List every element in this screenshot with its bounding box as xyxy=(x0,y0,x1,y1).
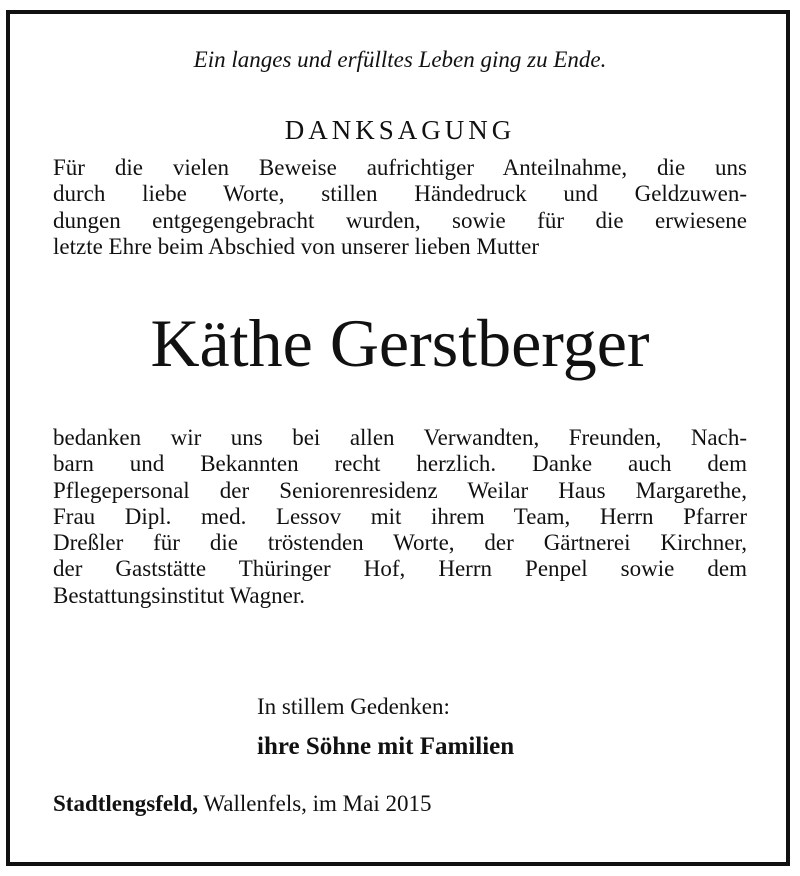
motto: Ein langes und erfülltes Leben ging zu Ende. xyxy=(193,47,607,72)
place-date-rest: Wallenfels, im Mai 2015 xyxy=(198,791,432,816)
deceased-name: Käthe Gerstberger xyxy=(150,305,650,381)
text-line: Für die vielen Beweise aufrichtiger Anteilnahme, die uns xyxy=(53,155,747,180)
text-line: Dreßler für die tröstenden Worte, der Gärtnerei Kirchner, xyxy=(53,530,747,556)
signatories: ihre Söhne mit Familien xyxy=(257,733,515,760)
thanks-paragraph-main xyxy=(53,425,747,609)
text-line: Frau Dipl. med. Lessov mit ihrem Team, Herrn Pfarrer xyxy=(53,503,747,529)
text-line: der Gaststätte Thüringer Hof, Herrn Penpel sowie dem xyxy=(53,556,747,582)
text-line: dungen entgegengebracht wurden, sowie für die erwiesene xyxy=(53,207,747,233)
text-line: Bestattungsinstitut Wagner. xyxy=(53,582,305,608)
text-line: Pflegepersonal der Seniorenresidenz Weilar Haus Margarethe, xyxy=(53,477,747,503)
heading: DANKSAGUNG xyxy=(284,115,516,145)
text-line: durch liebe Worte, stillen Händedruck und Geldzuwen- xyxy=(53,181,747,207)
text-line: letzte Ehre beim Abschied von unserer lieben Mutter xyxy=(53,233,540,259)
place-name: Stadtlengsfeld, xyxy=(53,791,199,816)
text-line: barn und Bekannten recht herzlich. Danke auch dem xyxy=(53,451,747,477)
text-line: bedanken wir uns bei allen Verwandten, Freunden, Nach- xyxy=(53,425,747,450)
thanks-paragraph-intro xyxy=(53,155,747,260)
remembrance-line: In stillem Gedenken: xyxy=(257,694,450,719)
place-date xyxy=(53,791,431,817)
